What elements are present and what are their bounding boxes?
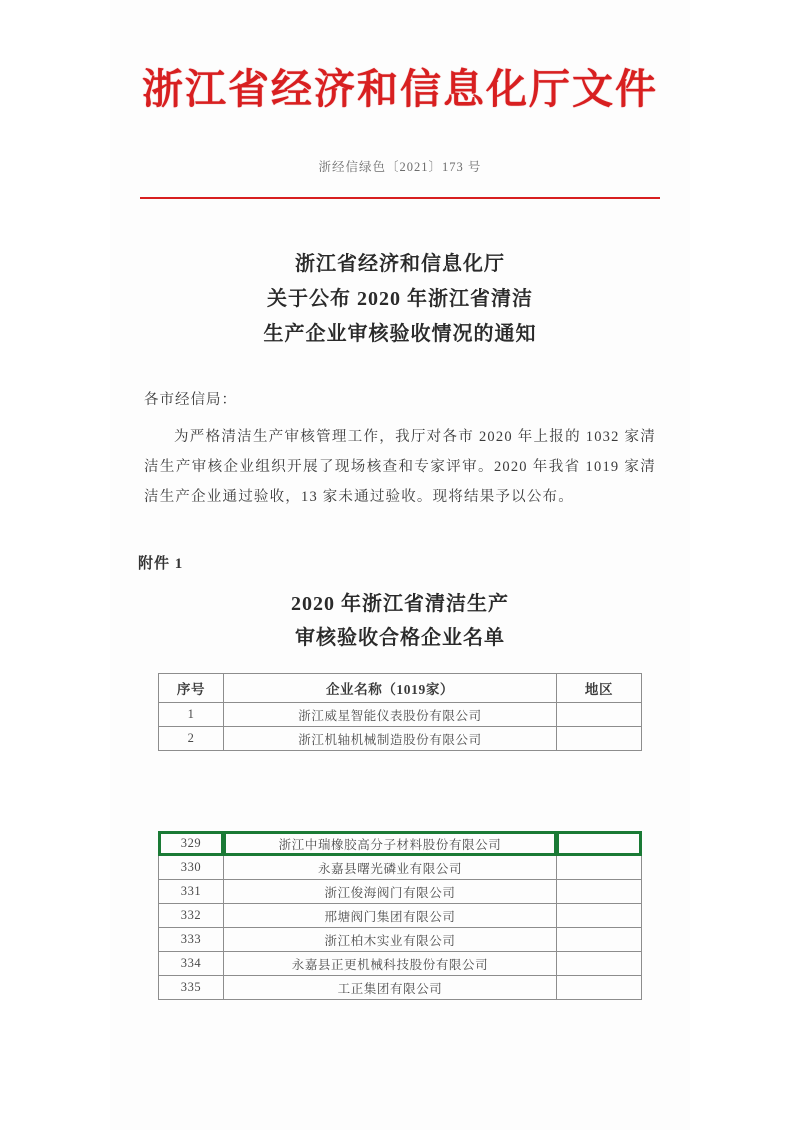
table-row: [159, 880, 642, 904]
company-list-table-top-wrap: [158, 673, 642, 751]
notice-title: [110, 247, 690, 352]
cell-region: [557, 832, 642, 856]
attachment-title: [110, 587, 690, 655]
table-row: [159, 928, 642, 952]
attachment-label: 附件 1: [138, 556, 184, 573]
document-sheet: [110, 0, 690, 1130]
cell-index: 332: [159, 904, 224, 928]
red-divider-rule: [140, 197, 660, 199]
cell-company: 浙江威星智能仪表股份有限公司: [224, 703, 557, 727]
cell-region: [557, 880, 642, 904]
cell-index: 1: [159, 703, 224, 727]
table-row-highlighted: [159, 832, 642, 856]
cell-index: 334: [159, 952, 224, 976]
cell-region: [557, 976, 642, 1000]
cell-index: 335: [159, 976, 224, 1000]
body-paragraph: 为严格清洁生产审核管理工作，我厅对各市 2020 年上报的 1032 家清洁生产审核企业组织开展了现场核查和专家评审。2020 年我省 1019 家清洁生产企业通过验收，13 家未通过验收。现将结果予以公布。: [144, 429, 656, 505]
cell-company: 永嘉县正更机械科技股份有限公司: [224, 952, 557, 976]
cell-company: 浙江机轴机械制造股份有限公司: [224, 727, 557, 751]
cell-company: 浙江俊海阀门有限公司: [224, 880, 557, 904]
company-list-table-bottom: [158, 831, 642, 1000]
table-header-region: 地区: [557, 674, 642, 703]
table-row: [159, 976, 642, 1000]
cell-index: 333: [159, 928, 224, 952]
table-row: [159, 952, 642, 976]
document-header-title: 浙江省经济和信息化厅文件: [142, 66, 658, 112]
notice-title-line-1: 浙江省经济和信息化厅: [295, 253, 505, 276]
attachment-title-line-1: 2020 年浙江省清洁生产: [291, 593, 509, 616]
salutation: 各市经信局：: [144, 392, 237, 409]
notice-title-line-3: 生产企业审核验收情况的通知: [263, 323, 537, 346]
table-row: [159, 904, 642, 928]
notice-title-line-2: 关于公布 2020 年浙江省清洁: [267, 288, 533, 311]
cell-company: 工正集团有限公司: [224, 976, 557, 1000]
cell-index: 331: [159, 880, 224, 904]
table-row: [159, 703, 642, 727]
cell-index: 330: [159, 856, 224, 880]
cell-region: [557, 856, 642, 880]
table-body-top: [159, 703, 642, 751]
cell-region: [557, 928, 642, 952]
table-row: [159, 727, 642, 751]
cell-region: [557, 727, 642, 751]
cell-index: 329: [159, 832, 224, 856]
table-body-bottom: [159, 832, 642, 1000]
attachment-title-line-2: 审核验收合格企业名单: [295, 627, 505, 650]
cell-region: [557, 904, 642, 928]
table-header-index: 序号: [159, 674, 224, 703]
table-header-company: 企业名称（1019家）: [224, 674, 557, 703]
document-number: 浙经信绿色〔2021〕173 号: [318, 160, 482, 175]
table-header-row: [159, 674, 642, 703]
table-row: [159, 856, 642, 880]
cell-company: 永嘉县曙光磷业有限公司: [224, 856, 557, 880]
cell-region: [557, 952, 642, 976]
cell-company: 浙江中瑞橡胶高分子材料股份有限公司: [224, 832, 557, 856]
cell-company: 浙江柏木实业有限公司: [224, 928, 557, 952]
cell-company: 邢塘阀门集团有限公司: [224, 904, 557, 928]
table-section-gap: [110, 751, 690, 813]
cell-region: [557, 703, 642, 727]
company-list-table-bottom-wrap: [158, 831, 642, 1000]
cell-index: 2: [159, 727, 224, 751]
company-list-table-top: [158, 673, 642, 751]
